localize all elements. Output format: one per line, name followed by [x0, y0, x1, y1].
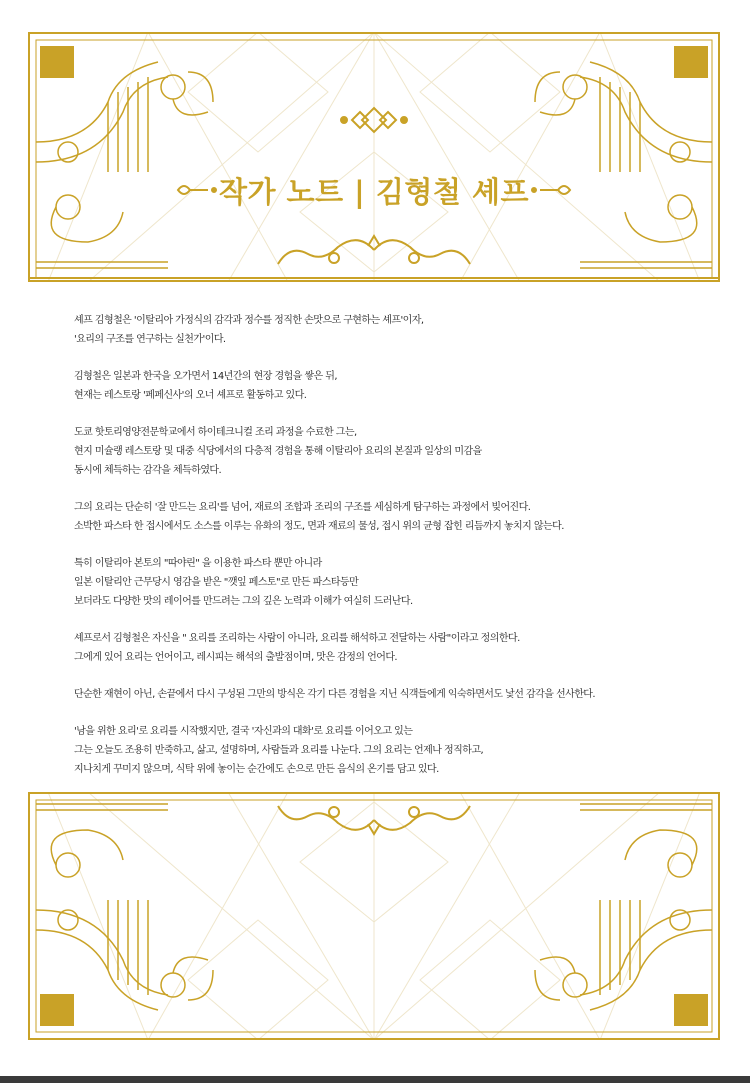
decorative-header-frame	[28, 32, 720, 282]
text-line: 현지 미슐랭 레스토랑 및 대중 식당에서의 다층적 경험을 통해 이탈리아 요리의 본질과 일상의 미감을	[74, 446, 482, 457]
decorative-footer-frame	[28, 792, 720, 1040]
text-line: 소박한 파스타 한 접시에서도 소스를 이루는 유화의 정도, 면과 재료의 물성, 접시 위의 균형 잡힌 리듬까지 놓치지 않는다.	[74, 521, 564, 532]
page-title: 작가 노트 | 김형철 셰프	[218, 175, 530, 209]
text-line: 셰프로서 김형철은 자신을 " 요리를 조리하는 사람이 아니라, 요리를 해석하고 전달하는 사람"이라고 정의한다.	[74, 633, 520, 644]
paragraph-1	[74, 311, 694, 349]
text-line: 동시에 체득하는 감각을 체득하였다.	[74, 465, 222, 476]
text-line: 단순한 재현이 아닌, 손끝에서 다시 구성된 그만의 방식은 각기 다른 경험을 지닌 식객들에게 익숙하면서도 낯선 감각을 선사한다.	[74, 689, 596, 700]
text-line: 그에게 있어 요리는 언어이고, 레시피는 해석의 출발점이며, 맛은 감정의 언어다.	[74, 652, 398, 663]
text-line: 그의 요리는 단순히 '잘 만드는 요리'를 넘어, 재료의 조합과 조리의 구조를 세심하게 탐구하는 과정에서 빚어진다.	[74, 502, 531, 513]
text-line: 그는 오늘도 조용히 반죽하고, 삶고, 설명하며, 사람들과 요리를 나눈다. 그의 요리는 언제나 정직하고,	[74, 745, 484, 756]
text-line: 특히 이탈리아 본토의 "따야린" 을 이용한 파스타 뿐만 아니라	[74, 558, 322, 569]
paragraph-7	[74, 685, 694, 704]
text-line: 지나치게 꾸미지 않으며, 식탁 위에 놓이는 순간에도 손으로 만든 음식의 온기를 담고 있다.	[74, 764, 439, 775]
art-deco-frame-bottom	[28, 792, 720, 1040]
text-line: 도쿄 핫토리영양전문학교에서 하이테크니컬 조리 과정을 수료한 그는,	[74, 427, 357, 438]
text-line: 셰프 김형철은 '이탈리아 가정식의 감각과 정수를 정직한 손맛으로 구현하는 셰프'이자,	[74, 315, 424, 326]
paragraph-2	[74, 367, 694, 405]
paragraph-5	[74, 554, 694, 611]
document-page	[28, 32, 720, 1040]
text-line: 김형철은 일본과 한국을 오가면서 14년간의 현장 경험을 쌓은 뒤,	[74, 371, 338, 382]
viewer-bottom-bar	[0, 1076, 750, 1083]
text-line: '남을 위한 요리'로 요리를 시작했지만, 결국 '자신과의 대화'로 요리를 이어오고 있는	[74, 726, 413, 737]
author-note-body	[74, 311, 694, 797]
paragraph-8	[74, 722, 694, 779]
text-line: 현재는 레스토랑 '페페신사'의 오너 셰프로 활동하고 있다.	[74, 390, 307, 401]
text-line: 일본 이탈리안 근무당시 영감을 받은 "깻잎 페스토"로 만든 파스타등만	[74, 577, 359, 588]
text-line: '요리의 구조를 연구하는 실천가'이다.	[74, 334, 226, 345]
paragraph-6	[74, 629, 694, 667]
art-deco-frame-top	[28, 32, 720, 282]
paragraph-4	[74, 498, 694, 536]
text-line: 보더라도 다양한 맛의 레이어를 만드려는 그의 깊은 노력과 이해가 여실히 드러난다.	[74, 596, 413, 607]
paragraph-3	[74, 423, 694, 480]
